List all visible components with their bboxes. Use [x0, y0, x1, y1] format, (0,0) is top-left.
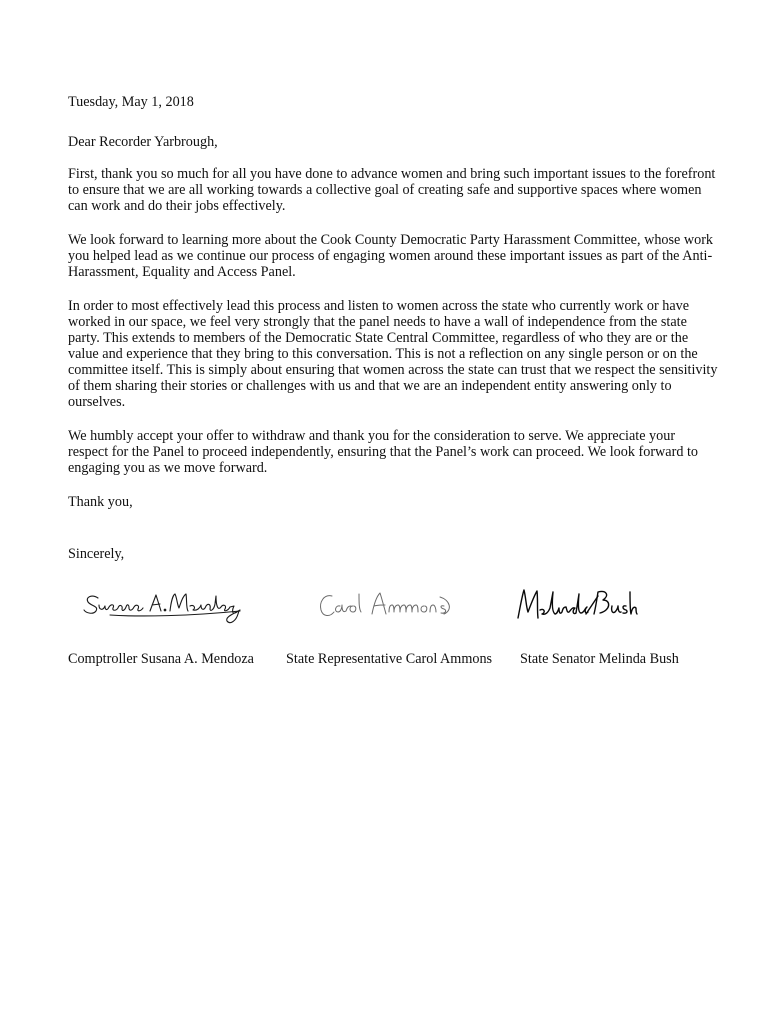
closing: Sincerely,	[68, 546, 125, 562]
paragraph-line: can work and do their jobs effectively.	[68, 198, 286, 214]
signature-bush	[514, 584, 638, 630]
signatory-name-bush: State Senator Melinda Bush	[520, 651, 679, 667]
paragraph-line: you helped lead as we continue our process of engaging women around these important issues as part of the Anti-	[68, 248, 713, 264]
paragraph-line: In order to most effectively lead this process and listen to women across the state who currently work or have	[68, 298, 690, 314]
paragraph-line: engaging you as we move forward.	[68, 460, 268, 476]
paragraph-line: ourselves.	[68, 394, 126, 410]
paragraph-line: committee itself. This is simply about ensuring that women across the state can trust that we respect the sensitivity	[68, 362, 718, 378]
paragraph-line: First, thank you so much for all you have done to advance women and bring such important issues to the forefront	[68, 166, 716, 182]
paragraph-line: We look forward to learning more about the Cook County Democratic Party Harassment Committee, whose work	[68, 232, 714, 248]
paragraph-line: respect for the Panel to proceed independently, ensuring that the Panel’s work can proceed. We look forward to	[68, 444, 698, 460]
paragraph-line: worked in our space, we feel very strongly that the panel needs to have a wall of independence from the state	[68, 314, 687, 330]
paragraph-line: value and experience that they bring to this conversation. This is not a reflection on any single person or on the	[68, 346, 698, 362]
paragraph-line: to ensure that we are all working towards a collective goal of creating safe and supportive spaces where women	[68, 182, 702, 198]
paragraph-line: of them sharing their stories or challenges with us and that we are an independent entity answering only to	[68, 378, 672, 394]
signature-ammons	[316, 584, 456, 630]
paragraph-line: We humbly accept your offer to withdraw and thank you for the consideration to serve. We appreciate your	[68, 428, 676, 444]
signatory-name-mendoza: Comptroller Susana A. Mendoza	[68, 651, 254, 667]
paragraph-line: Harassment, Equality and Access Panel.	[68, 264, 296, 280]
signatory-name-ammons: State Representative Carol Ammons	[286, 651, 493, 667]
letter-date: Tuesday, May 1, 2018	[68, 94, 194, 110]
thank-you-line: Thank you,	[68, 494, 133, 510]
signature-mendoza	[80, 584, 252, 630]
paragraph-line: party. This extends to members of the Democratic State Central Committee, regardless of who they are or the	[68, 330, 689, 346]
salutation: Dear Recorder Yarbrough,	[68, 134, 218, 150]
